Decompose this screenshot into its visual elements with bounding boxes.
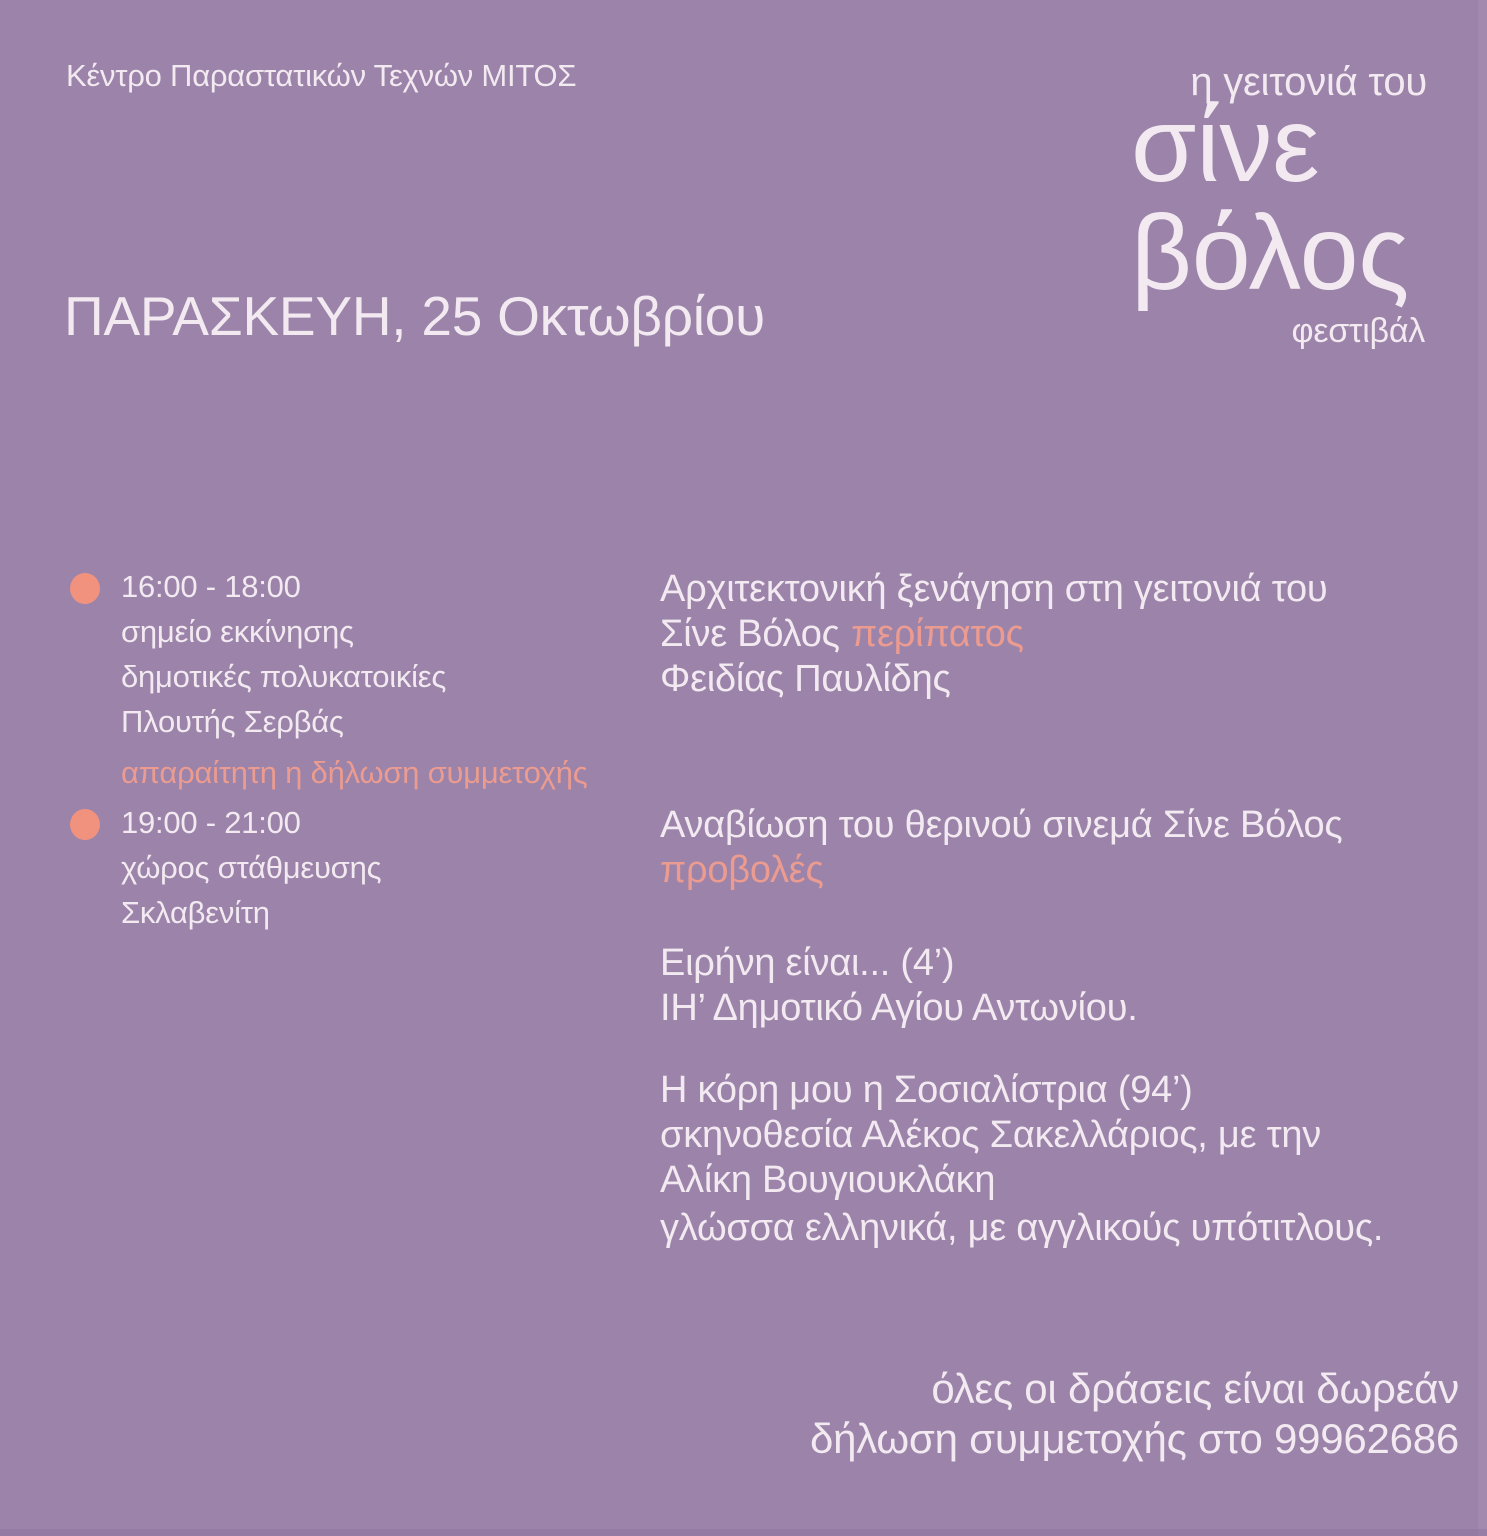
- footer-note-registration: δήλωση συμμετοχής στο 99962686: [809, 1415, 1459, 1462]
- film-detail: σκηνοθεσία Αλέκος Σακελλάριος, με την: [660, 1114, 1322, 1156]
- bullet-dot-icon: [70, 809, 100, 840]
- location-line: Σκλαβενίτη: [121, 895, 270, 930]
- time-label: 16:00 - 18:00: [121, 569, 301, 604]
- film-detail: ΙΗ’ Δημοτικό Αγίου Αντωνίου.: [660, 987, 1138, 1029]
- logo-festival-label: φεστιβάλ: [1291, 312, 1425, 350]
- event-title-line2: [660, 612, 1472, 657]
- time-label: 19:00 - 21:00: [121, 805, 301, 840]
- location-line: χώρος στάθμευσης: [121, 850, 382, 885]
- location-line: Πλουτής Σερβάς: [121, 704, 344, 739]
- bullet-dot-icon: [70, 573, 100, 604]
- footer-notes: [810, 1364, 1459, 1464]
- event-title: Αναβίωση του θερινού σινεμά Σίνε Βόλος: [660, 804, 1343, 846]
- event-screening: [660, 803, 1472, 893]
- event-title-prefix: Σίνε Βόλος: [660, 613, 840, 655]
- festival-logo: [1055, 0, 1427, 380]
- image-edge-artifact: [1478, 0, 1487, 1536]
- logo-title-volos: βόλος: [1131, 194, 1410, 312]
- film-feature: [660, 1068, 1472, 1251]
- schedule-entry-screening: [70, 800, 630, 935]
- event-title: Αρχιτεκτονική ξενάγηση στη γειτονιά του: [660, 568, 1328, 610]
- footer-note-free: όλες οι δράσεις είναι δωρεάν: [931, 1365, 1459, 1412]
- schedule-entry-walk: [70, 564, 630, 795]
- film-title: Η κόρη μου η Σοσιαλίστρια (94’): [660, 1069, 1193, 1111]
- location-line: δημοτικές πολυκατοικίες: [121, 659, 447, 694]
- event-person: Φειδίας Παυλίδης: [660, 658, 951, 700]
- event-walk: [660, 567, 1472, 702]
- film-language-note: γλώσσα ελληνικά, με αγγλικούς υπότιτλους.: [660, 1207, 1384, 1249]
- org-name: Κέντρο Παραστατικών Τεχνών ΜΙΤΟΣ: [66, 58, 577, 93]
- registration-note: απαραίτητη η δήλωση συμμετοχής: [121, 755, 588, 790]
- location-line: σημείο εκκίνησης: [121, 614, 354, 649]
- film-detail: Αλίκη Βουγιουκλάκη: [660, 1159, 996, 1201]
- film-short: [660, 941, 1472, 1031]
- logo-tagline: η γειτονιά του: [1190, 60, 1427, 104]
- logo-title-sine: σίνε: [1131, 86, 1320, 204]
- event-tag: προβολές: [660, 849, 824, 891]
- event-tag: περίπατος: [851, 613, 1024, 655]
- date-heading: ΠΑΡΑΣΚΕΥΗ, 25 Οκτωβρίου: [64, 285, 765, 347]
- image-edge-artifact: [0, 1529, 1487, 1536]
- film-title: Ειρήνη είναι... (4’): [660, 942, 955, 984]
